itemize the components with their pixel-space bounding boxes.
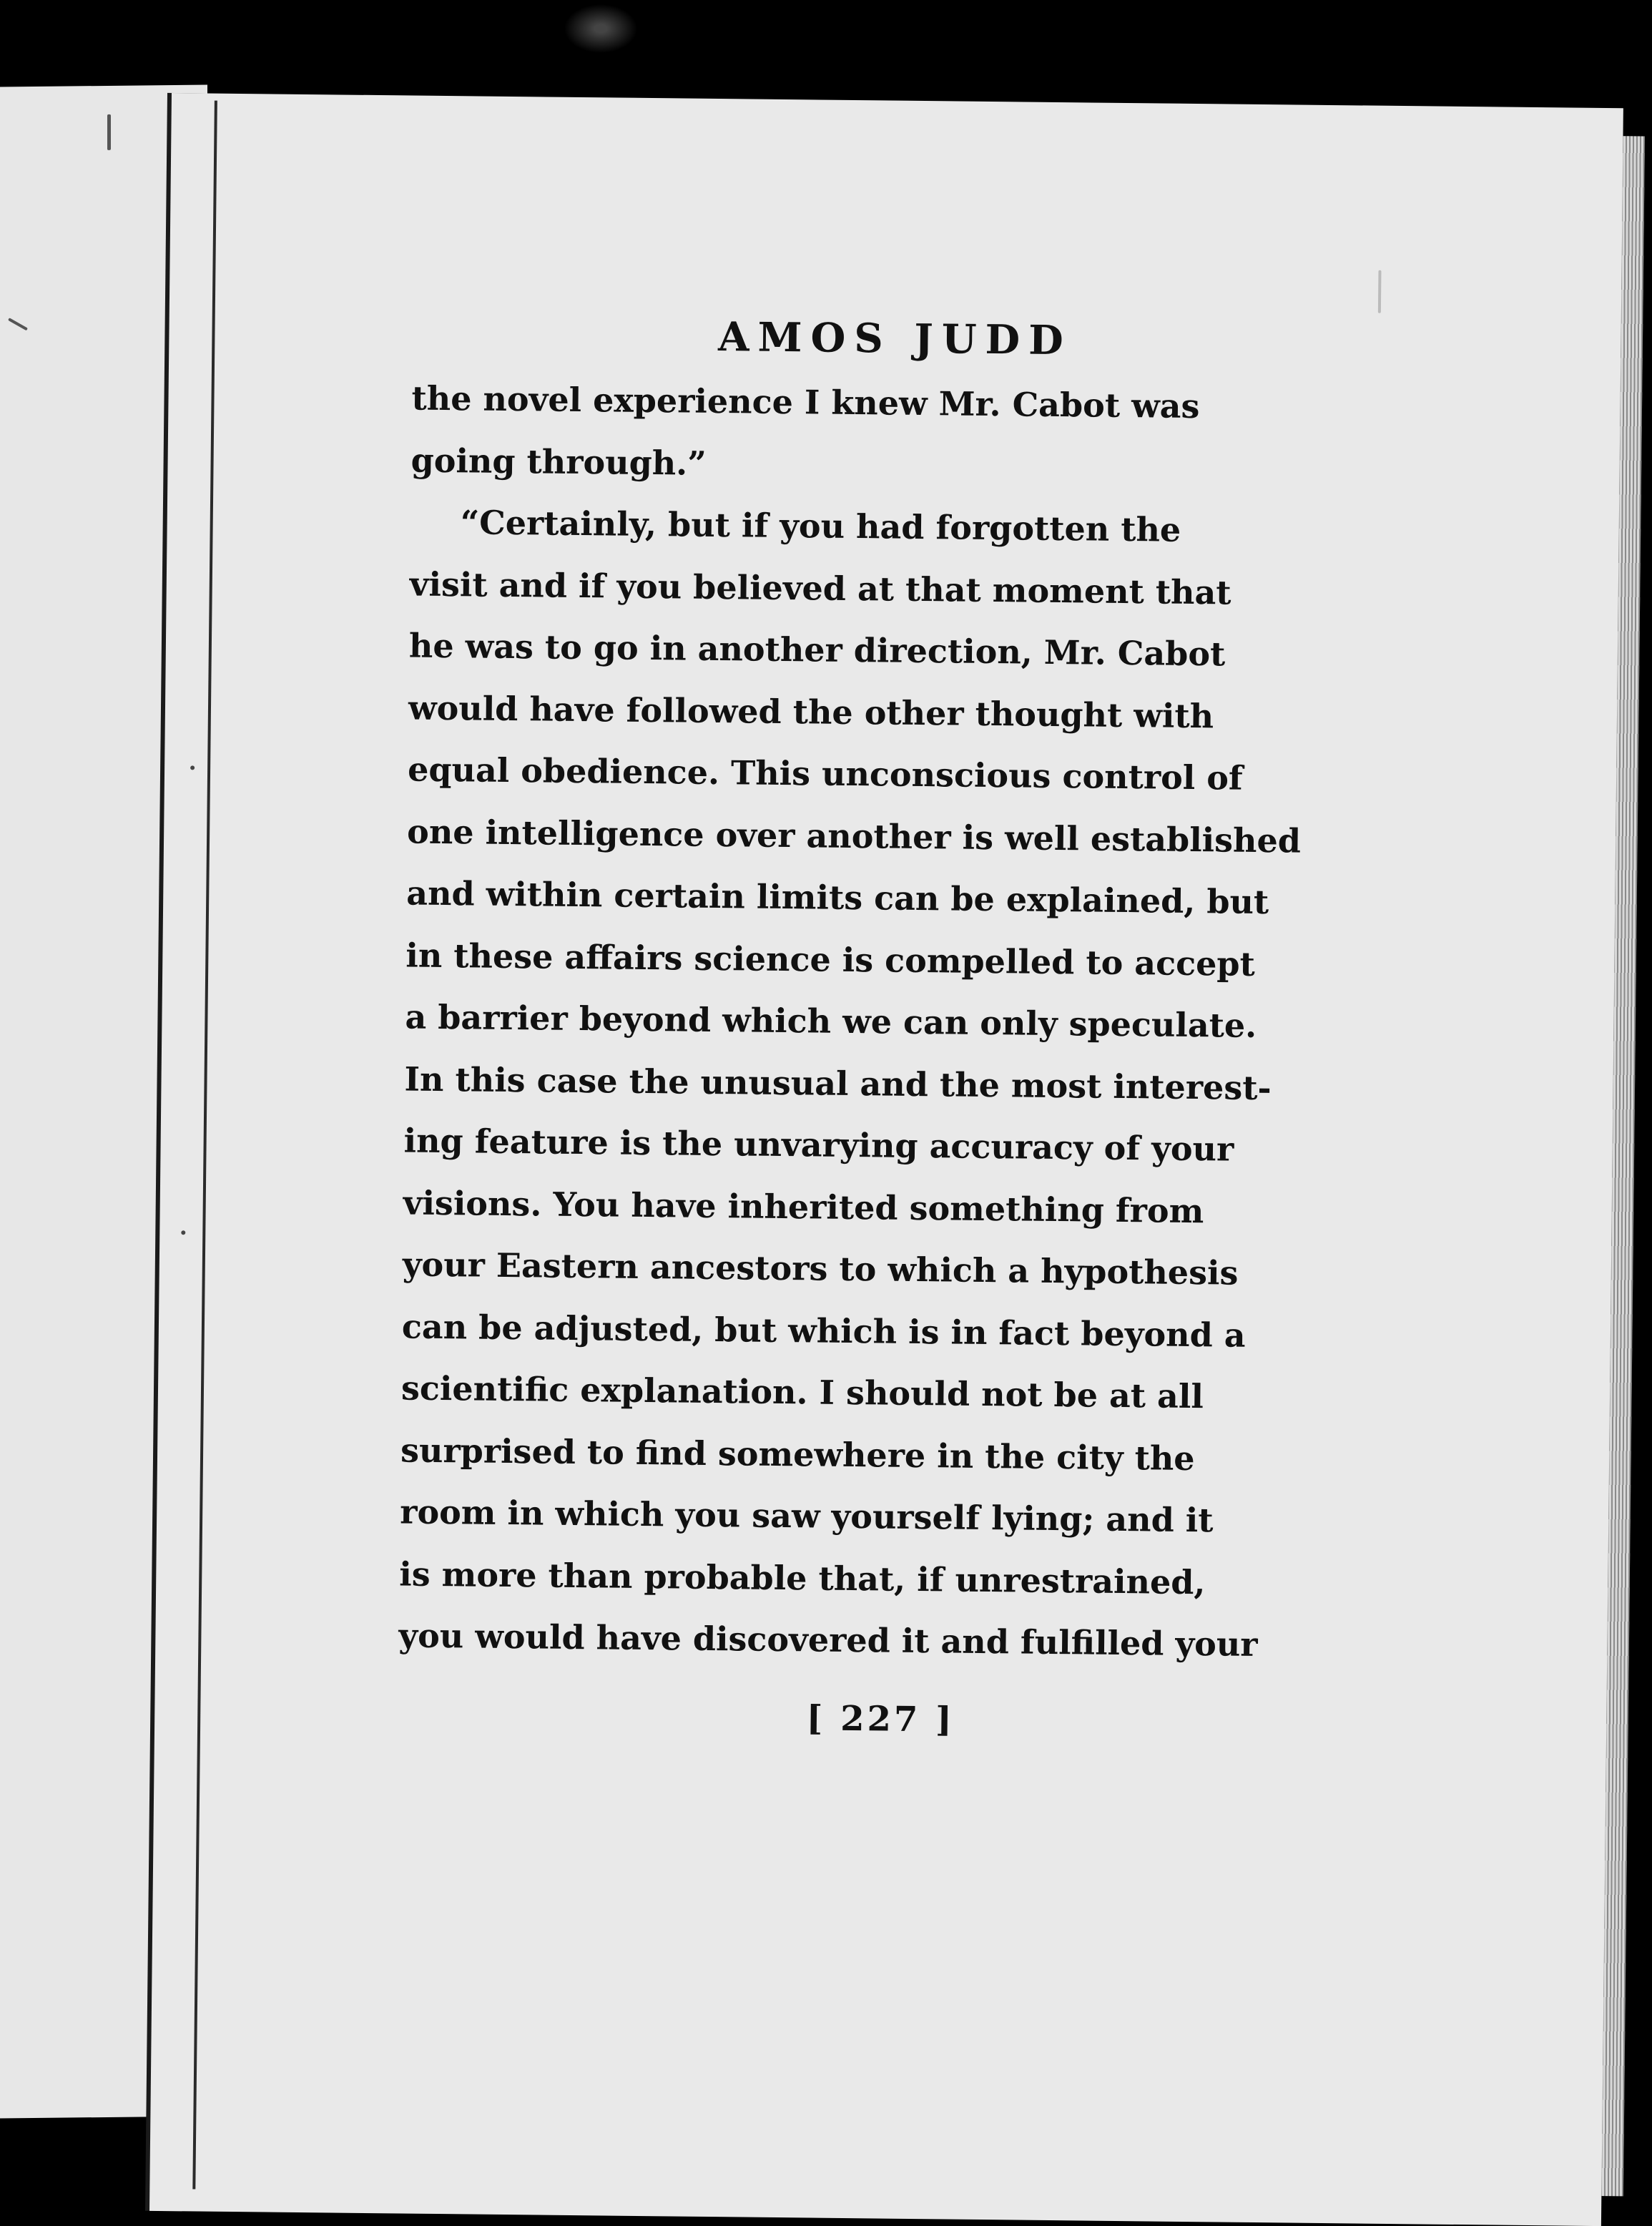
text-line: he was to go in another direction, Mr. Cabot [408,626,1226,674]
text-line: the novel experience I knew Mr. Cabot was [411,378,1200,426]
text-line: visit and if you believed at that moment that [409,564,1231,612]
page-number: [ 227 ] [806,1698,955,1740]
gutter-line [192,101,217,2190]
text-line: ing feature is the unvarying accuracy of your [403,1121,1234,1169]
text-line: in these affairs science is compelled to accept [405,935,1256,984]
text-line: is more than probable that, if unrestrained, [399,1554,1206,1602]
scan-speck [1378,270,1382,313]
text-line: visions. You have inherited something from [403,1182,1204,1230]
text-line: “Certainly, but if you had forgotten the [460,503,1181,549]
text-line: going through.” [410,441,707,483]
text-line: In this case the unusual and the most interest- [404,1059,1272,1107]
page-mark [8,318,28,330]
book-page [149,93,1623,2226]
text-line: can be adjusted, but which is in fact beyond a [401,1306,1246,1355]
text-line: and within certain limits can be explained, but [406,873,1269,922]
text-line: you would have discovered it and fulfilled your [398,1616,1258,1664]
text-line: scientific explanation. I should not be at all [400,1368,1204,1416]
scan-speck [181,1230,185,1235]
scan-artifact [558,0,644,57]
text-line: your Eastern ancestors to which a hypothesis [402,1245,1239,1293]
text-line: a barrier beyond which we can only speculate. [405,997,1257,1045]
running-head: AMOS JUDD [717,313,1073,365]
text-line: equal obedience. This unconscious control of [407,750,1244,798]
page-mark [107,114,111,150]
text-line: would have followed the other thought with [408,688,1214,735]
text-line: room in which you saw yourself lying; and it [399,1492,1214,1540]
text-line: one intelligence over another is well established [406,812,1302,861]
body-text [398,368,1302,1675]
text-line: surprised to find somewhere in the city the [400,1430,1195,1478]
scan-speck [190,765,195,770]
